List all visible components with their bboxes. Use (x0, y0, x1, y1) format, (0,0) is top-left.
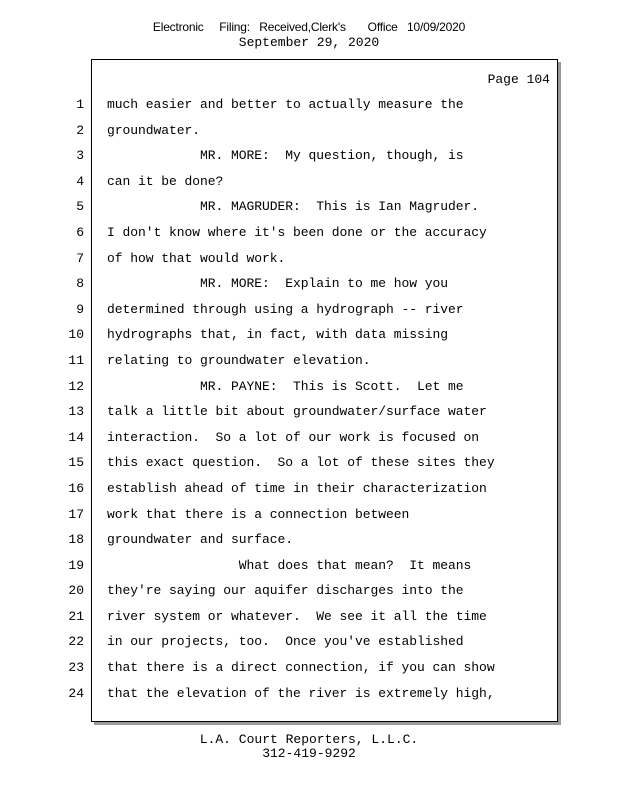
line-number: 24 (68, 685, 84, 701)
line-number: 20 (68, 583, 84, 599)
line-number: 8 (76, 276, 84, 292)
transcript-line: this exact question. So a lot of these sites they (107, 455, 495, 471)
transcript-line: can it be done? (107, 173, 224, 189)
transcript-line: of how that would work. (107, 250, 286, 266)
transcript-line: that the elevation of the river is extremely high, (107, 685, 495, 701)
line-number: 10 (68, 327, 84, 343)
transcript-line: MR. MORE: My question, though, is (107, 148, 464, 164)
transcript-line: establish ahead of time in their characterization (107, 480, 487, 496)
line-number: 1 (76, 97, 84, 112)
transcript-line: much easier and better to actually measure the (107, 97, 464, 112)
line-number: 6 (76, 224, 84, 240)
filing-stamp: Electronic Filing: Received,Clerk's Office 10/09/2020 (152, 20, 466, 34)
transcript-line: determined through using a hydrograph -- river (107, 301, 464, 317)
transcript-line: river system or whatever. We see it all the time (107, 608, 487, 624)
line-number: 13 (68, 404, 84, 420)
transcript-line: hydrographs that, in fact, with data missing (107, 327, 449, 343)
reporter-footer (0, 733, 618, 761)
line-number: 14 (68, 429, 84, 445)
transcript-body (107, 92, 547, 706)
line-number: 23 (68, 660, 84, 676)
line-number-column (60, 92, 84, 706)
transcript-line: they're saying our aquifer discharges into the (107, 583, 464, 599)
transcript-line: MR. MAGRUDER: This is Ian Magruder. (107, 199, 480, 215)
line-number: 2 (76, 122, 84, 138)
line-number: 16 (68, 480, 84, 496)
page-number: Page 104 (487, 72, 550, 87)
transcript-line: talk a little bit about groundwater/surface water (107, 404, 487, 420)
transcript-line: MR. MORE: Explain to me how you (107, 276, 449, 292)
hearing-date: September 29, 2020 (238, 35, 380, 50)
line-number: 9 (76, 301, 84, 317)
line-number: 17 (68, 506, 84, 522)
transcript-line: groundwater and surface. (107, 532, 294, 548)
reporter-company: L.A. Court Reporters, L.L.C. (199, 732, 419, 747)
transcript-line: that there is a direct connection, if you can show (107, 660, 495, 676)
line-number: 19 (68, 557, 84, 573)
transcript-line: in our projects, too. Once you've established (107, 634, 464, 650)
line-number: 7 (76, 250, 84, 266)
transcript-line: What does that mean? It means (107, 557, 472, 573)
line-number: 3 (76, 148, 84, 164)
transcript-line: I don't know where it's been done or the accuracy (107, 224, 487, 240)
transcript-line: MR. PAYNE: This is Scott. Let me (107, 378, 464, 394)
line-number: 15 (68, 455, 84, 471)
line-number: 4 (76, 173, 84, 189)
transcript-line: interaction. So a lot of our work is focused on (107, 429, 480, 445)
line-number: 12 (68, 378, 84, 394)
transcript-line: work that there is a connection between (107, 506, 410, 522)
transcript-line: groundwater. (107, 122, 201, 138)
line-number: 5 (76, 199, 84, 215)
transcript-line: relating to groundwater elevation. (107, 352, 371, 368)
line-number: 21 (68, 608, 84, 624)
reporter-phone: 312-419-9292 (262, 746, 356, 761)
line-number: 22 (68, 634, 84, 650)
line-number: 18 (68, 532, 84, 548)
line-number: 11 (68, 352, 84, 368)
